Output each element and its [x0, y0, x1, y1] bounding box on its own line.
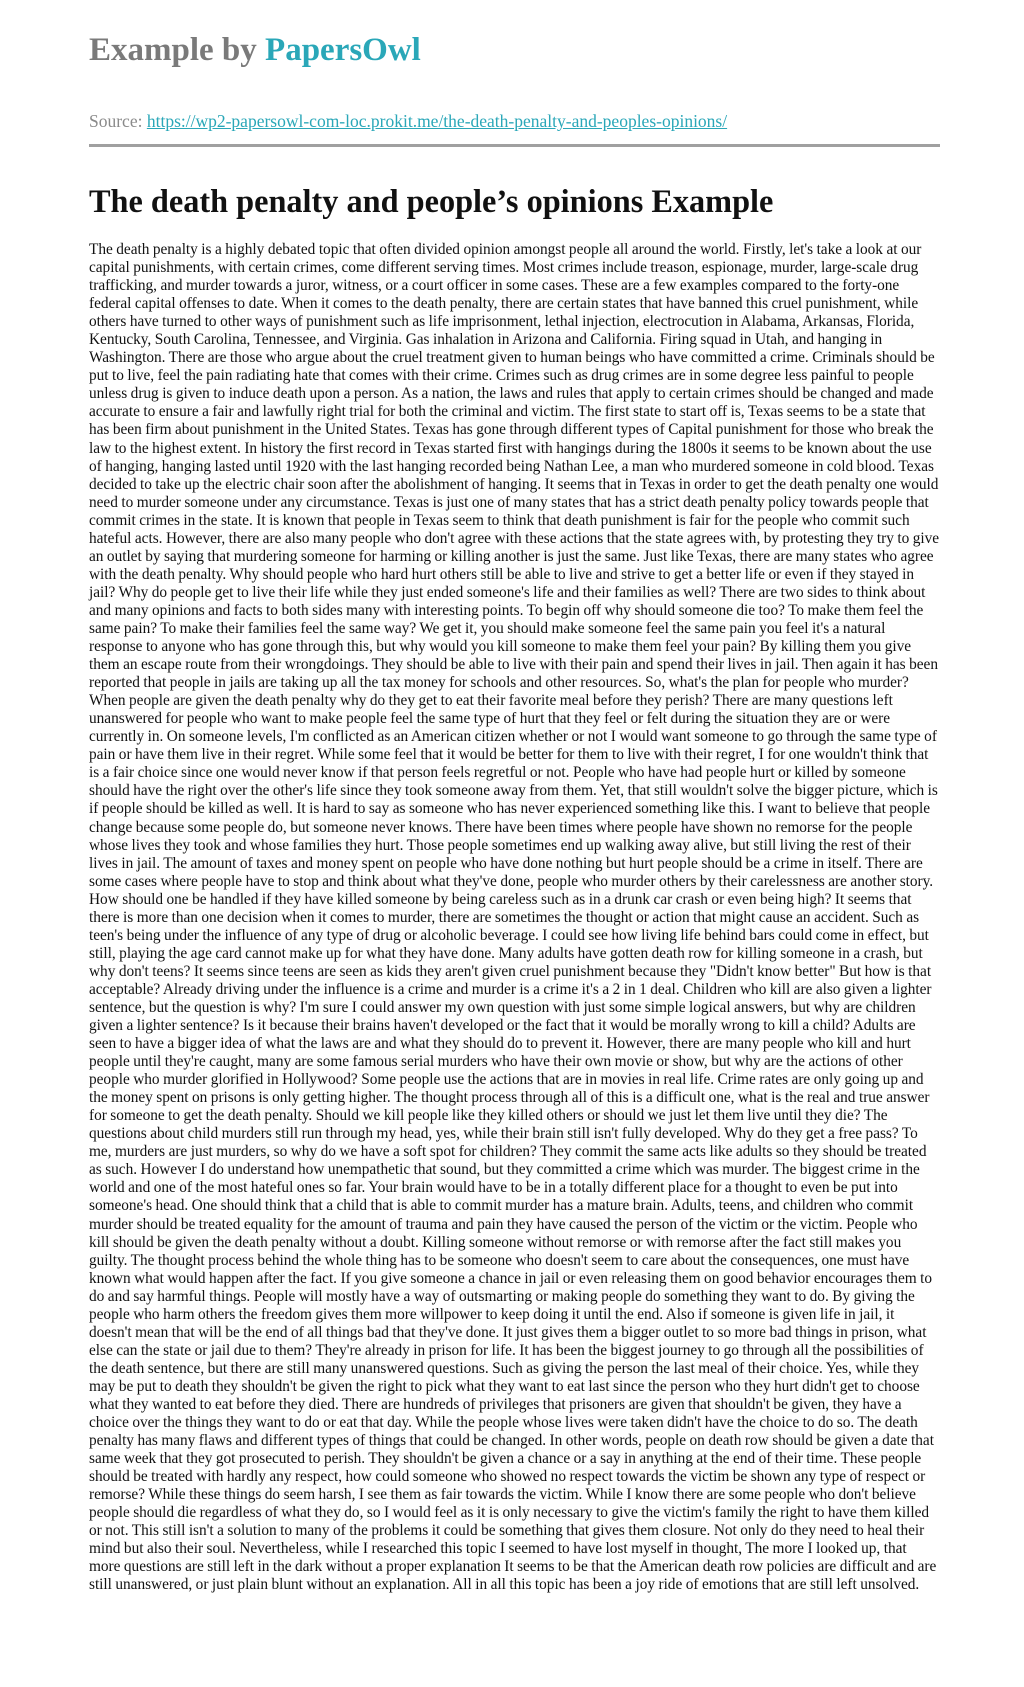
article-title: The death penalty and people’s opinions Example: [89, 183, 774, 219]
brand-name: PapersOwl: [265, 32, 421, 68]
source-label: Source:: [89, 111, 147, 131]
brand-header: [89, 28, 940, 72]
article-body: The death penalty is a highly debated topic that often divided opinion amongst people all around the world. Firstly, let's take a look at our capital punishments, with certain crimes, come different serving times. Most crimes include treason, espionage, murder, large-scale drug trafficking, and murder towards a juror, witness, or a court officer in some cases. These are a few examples compared to the forty-one federal capital offenses to date. When it comes to the death penalty, there are certain states that have banned this cruel punishment, while others have turned to other ways of punishment such as life imprisonment, lethal injection, electrocution in Alabama, Arkansas, Florida, Kentucky, South Carolina, Tennessee, and Virginia. Gas inhalation in Arizona and California. Firing squad in Utah, and hanging in Washington. There are those who argue about the cruel treatment given to human beings who have committed a crime. Criminals should be put to live, feel the pain radiating hate that comes with their crime. Crimes such as drug crimes are in some degree less painful to people unless drug is given to induce death upon a person. As a nation, the laws and rules that apply to certain crimes should be changed and made accurate to ensure a fair and lawfully right trial for both the criminal and victim. The first state to start off is, Texas seems to be a state that has been firm about punishment in the United States. Texas has gone through different types of Capital punishment for those who break the law to the highest extent. In history the first record in Texas started first with hangings during the 1800s it seems to be known about the use of hanging, hanging lasted until 1920 with the last hanging recorded being Nathan Lee, a man who murdered someone in cold blood. Texas decided to take up the electric chair soon after the abolishment of hanging. It seems that in Texas in order to get the death penalty one would need to murder someone under any circumstance. Texas is just one of many states that has a strict death penalty policy towards people that commit crimes in the state. It is known that people in Texas seem to think that death punishment is fair for the people who commit such hateful acts. However, there are also many people who don't agree with these actions that the state agrees with, by protesting they try to give an outlet by saying that murdering someone for harming or killing another is just the same. Just like Texas, there are many states who agree with the death penalty. Why should people who hard hurt others still be able to live and strive to get a better life or even if they stayed in jail? Why do people get to live their life while they just ended someone's life and their families as well? There are two sides to think about and many opinions and facts to both sides many with interesting points. To begin off why should someone die too? To make them feel the same pain? To make their families feel the same way? We get it, you should make someone feel the same pain you feel it's a natural response to anyone who has gone through this, but why would you kill someone to make them feel your pain? By killing them you give them an escape route from their wrongdoings. They should be able to live with their pain and spend their lives in jail. Then again it has been reported that people in jails are taking up all the tax money for schools and other resources. So, what's the plan for people who murder? When people are given the death penalty why do they get to eat their favorite meal before they perish? There are many questions left unanswered for people who want to make people feel the same type of hurt that they feel or felt during the situation they are or were currently in. On someone levels, I'm conflicted as an American citizen whether or not I would want someone to go through the same type of pain or have them live in their regret. While some feel that it would be better for them to live with their regret, I for one wouldn't think that is a fair choice since one would never know if that person feels regretful or not. People who have had people hurt or killed by someone should have the right over the other's life since they took someone away from them. Yet, that still wouldn't solve the bigger picture, which is if people should be killed as well. It is hard to say as someone who has never experienced something like this. I want to believe that people change because some people do, but someone never knows. There have been times where people have shown no remorse for the people whose lives they took and whose families they hurt. Those people sometimes end up walking away alive, but still living the rest of their lives in jail. The amount of taxes and money spent on people who have done nothing but hurt people should be a crime in itself. There are some cases where people have to stop and think about what they've done, people who murder others by their carelessness are another story. How should one be handled if they have killed someone by being careless such as in a drunk car crash or even being high? It seems that there is more than one decision when it comes to murder, there are sometimes the thought or action that might cause an accident. Such as teen's being under the influence of any type of drug or alcoholic beverage. I could see how living life behind bars could come in effect, but still, playing the age card cannot make up for what they have done. Many adults have gotten death row for killing someone in a crash, but why don't teens? It seems since teens are seen as kids they aren't given cruel punishment because they "Didn't know better" But how is that acceptable? Already driving under the influence is a crime and murder is a crime it's a 2 in 1 deal. Children who kill are also given a lighter sentence, but the question is why? I'm sure I could answer my own question with just some simple logical answers, but why are children given a lighter sentence? Is it because their brains haven't developed or the fact that it would be morally wrong to kill a child? Adults are seen to have a bigger idea of what the laws are and what they should do to prevent it. However, there are many people who kill and hurt people until they're caught, many are some famous serial murders who have their own movie or show, but why are the actions of other people who murder glorified in Hollywood? Some people use the actions that are in movies in real life. Crime rates are only going up and the money spent on prisons is only getting higher. The thought process through all of this is a difficult one, what is the real and true answer for someone to get the death penalty. Should we kill people like they killed others or should we just let them live until they die? The questions about child murders still run through my head, yes, while their brain still isn't fully developed. Why do they get a free pass? To me, murders are just murders, so why do we have a soft spot for children? They commit the same acts like adults so they should be treated as such. However I do understand how unempathetic that sound, but they committed a crime which was murder. The biggest crime in the world and one of the most hateful ones so far. Your brain would have to be in a totally different place for a thought to even be put into someone's head. One should think that a child that is able to commit murder has a mature brain. Adults, teens, and children who commit murder should be treated equality for the amount of trauma and pain they have caused the person of the victim or the victim. People who kill should be given the death penalty without a doubt. Killing someone without remorse or with remorse after the fact still makes you guilty. The thought process behind the whole thing has to be someone who doesn't seem to care about the consequences, one must have known what would happen after the fact. If you give someone a chance in jail or even releasing them on good behavior encourages them to do and say harmful things. People will mostly have a way of outsmarting or making people do something they want to do. By giving the people who harm others the freedom gives them more willpower to keep doing it until the end. Also if someone is given life in jail, it doesn't mean that will be the end of all things bad that they've done. It just gives them a bigger outlet to so more bad things in prison, what else can the state or jail due to them? They're already in prison for life. It has been the biggest journey to go through all the possibilities of the death sentence, but there are still many unanswered questions. Such as giving the person the last meal of their choice. Yes, while they may be put to death they shouldn't be given the right to pick what they want to eat last since the person who they hurt didn't get to choose what they wanted to eat before they died. There are hundreds of privileges that prisoners are given that shouldn't be given, they have a choice over the things they want to do or eat that day. While the people whose lives were taken didn't have the choice to do so. The death penalty has many flaws and different types of things that could be changed. In other words, people on death row should be given a date that same week that they got prosecuted to perish. They shouldn't be given a chance or a say in anything at the end of their time. These people should be treated with hardly any respect, how could someone who showed no respect towards the victim be shown any type of respect or remorse? While these things do seem harsh, I see them as fair towards the victim. While I know there are some people who don't believe people should die regardless of what they do, so I would feel as it is only necessary to give the victim's family the right to have them killed or not. This still isn't a solution to many of the problems it could be something that gives them closure. Not only do they need to heal their mind but also their soul. Nevertheless, while I researched this topic I seemed to have lost myself in thought, The more I looked up, that more questions are still left in the dark without a proper explanation It seems to be that the American death row policies are difficult and are still unanswered, or just plain blunt without an explanation. All in all this topic has been a joy ride of emotions that are still left unsolved.: [89, 241, 940, 1594]
source-link[interactable]: https://wp2-papersowl-com-loc.prokit.me/the-death-penalty-and-peoples-opinions/: [146, 111, 728, 131]
source-line: [89, 110, 940, 132]
header-divider: [89, 144, 940, 147]
brand-prefix: Example by: [89, 32, 266, 68]
document-page: [89, 28, 940, 1594]
